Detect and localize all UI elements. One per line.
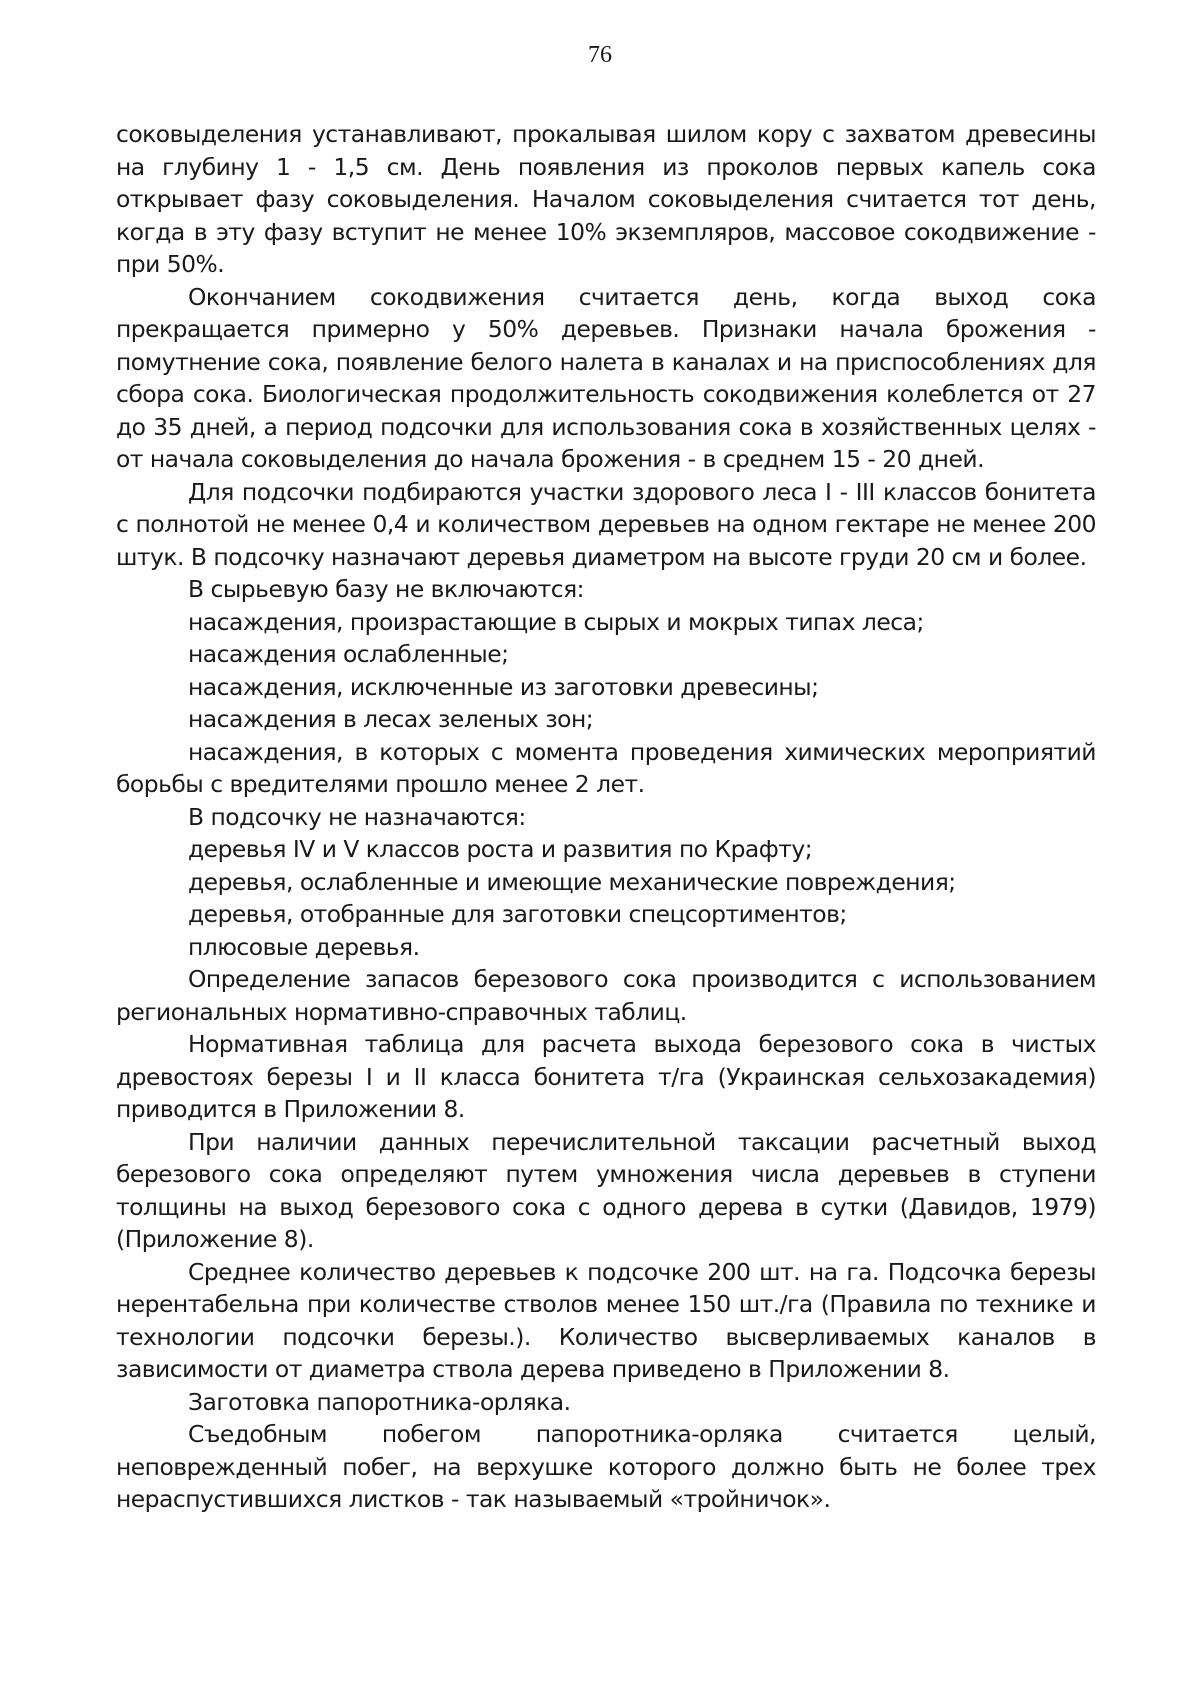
list-item: насаждения, исключенные из заготовки древесины; [188, 672, 819, 701]
paragraph-calculated-yield: При наличии данных перечислительной таксации расчетный выход березового сока определяют путем умножения числа деревьев в ступени толщины на выход березового сока с одного дерева в сутки (Давидов, 1979) (Приложение 8). [116, 1127, 1096, 1253]
paragraph-bracken-shoot: Съедобным побегом папоротника-орляка считается целый, неповрежденный побег, на верхушке которого должно быть не более трех нераспустившихся листков - так называемый «тройничок». [116, 1420, 1096, 1513]
section-heading-bracken: Заготовка папоротника-орляка. [188, 1387, 571, 1416]
list-item: насаждения ослабленные; [188, 640, 509, 668]
paragraph-sap-flow-start: соковыделения устанавливают, прокалывая шилом кору с захватом древесины на глубину 1 - 1,5 см. День появления из проколов первых капель сока открывает фазу соковыделения. Началом соковыделения считается тот день, когда в эту фазу вступит не менее 10% экземпляров, массовое сокодвижение - при 50%. [116, 120, 1096, 278]
paragraph-normative-table: Нормативная таблица для расчета выхода березового сока в чистых древостоях березы I и II класса бонитета т/га (Украинская сельхозакадемия) приводится в Приложении 8. [116, 1030, 1096, 1123]
list-item: деревья, отобранные для заготовки спецсортиментов; [188, 900, 847, 928]
list-item: деревья IV и V классов роста и развития по Крафту; [188, 835, 813, 863]
page-number: 76 [588, 42, 612, 68]
paragraph-sap-flow-end: Окончанием сокодвижения считается день, когда выход сока прекращается примерно у 50% деревьев. Признаки начала брожения - помутнение сока, появление белого налета в каналах и на приспособлениях для сбора сока. Биологическая продолжительность сокодвижения колеблется от 27 до 35 дней, а период подсочки для использования сока в хозяйственных целях - от начала соковыделения до начала брожения - в среднем 15 - 20 дней. [116, 282, 1096, 473]
paragraph-tree-count: Среднее количество деревьев к подсочке 200 шт. на га. Подсочка березы нерентабельна при количестве стволов менее 150 шт./га (Правила по технике и технологии подсочки березы.). Количество высверливаемых каналов в зависимости от диаметра ствола дерева приведено в Приложении 8. [116, 1257, 1096, 1383]
list-item: насаждения, произрастающие в сырых и мокрых типах леса; [188, 607, 924, 636]
paragraph-site-selection: Для подсочки подбираются участки здорового леса I - III классов бонитета с полнотой не менее 0,4 и количеством деревьев на одном гектаре не менее 200 штук. В подсочку назначают деревья диаметром на высоте груди 20 см и более. [116, 477, 1096, 571]
list-item: насаждения, в которых с момента проведения химических мероприятий борьбы с вредителями прошло менее 2 лет. [116, 737, 1096, 798]
document-body [116, 118, 1096, 1516]
list-item: плюсовые деревья. [188, 932, 420, 961]
list-heading-excluded-trees: В подсочку не назначаются: [188, 802, 526, 831]
paragraph-sap-reserves: Определение запасов березового сока производится с использованием региональных нормативно-справочных таблиц. [116, 965, 1096, 1026]
list-item: деревья, ослабленные и имеющие механические повреждения; [188, 867, 956, 896]
list-heading-excluded-stands: В сырьевую базу не включаются: [188, 575, 585, 603]
list-item: насаждения в лесах зеленых зон; [188, 705, 594, 733]
